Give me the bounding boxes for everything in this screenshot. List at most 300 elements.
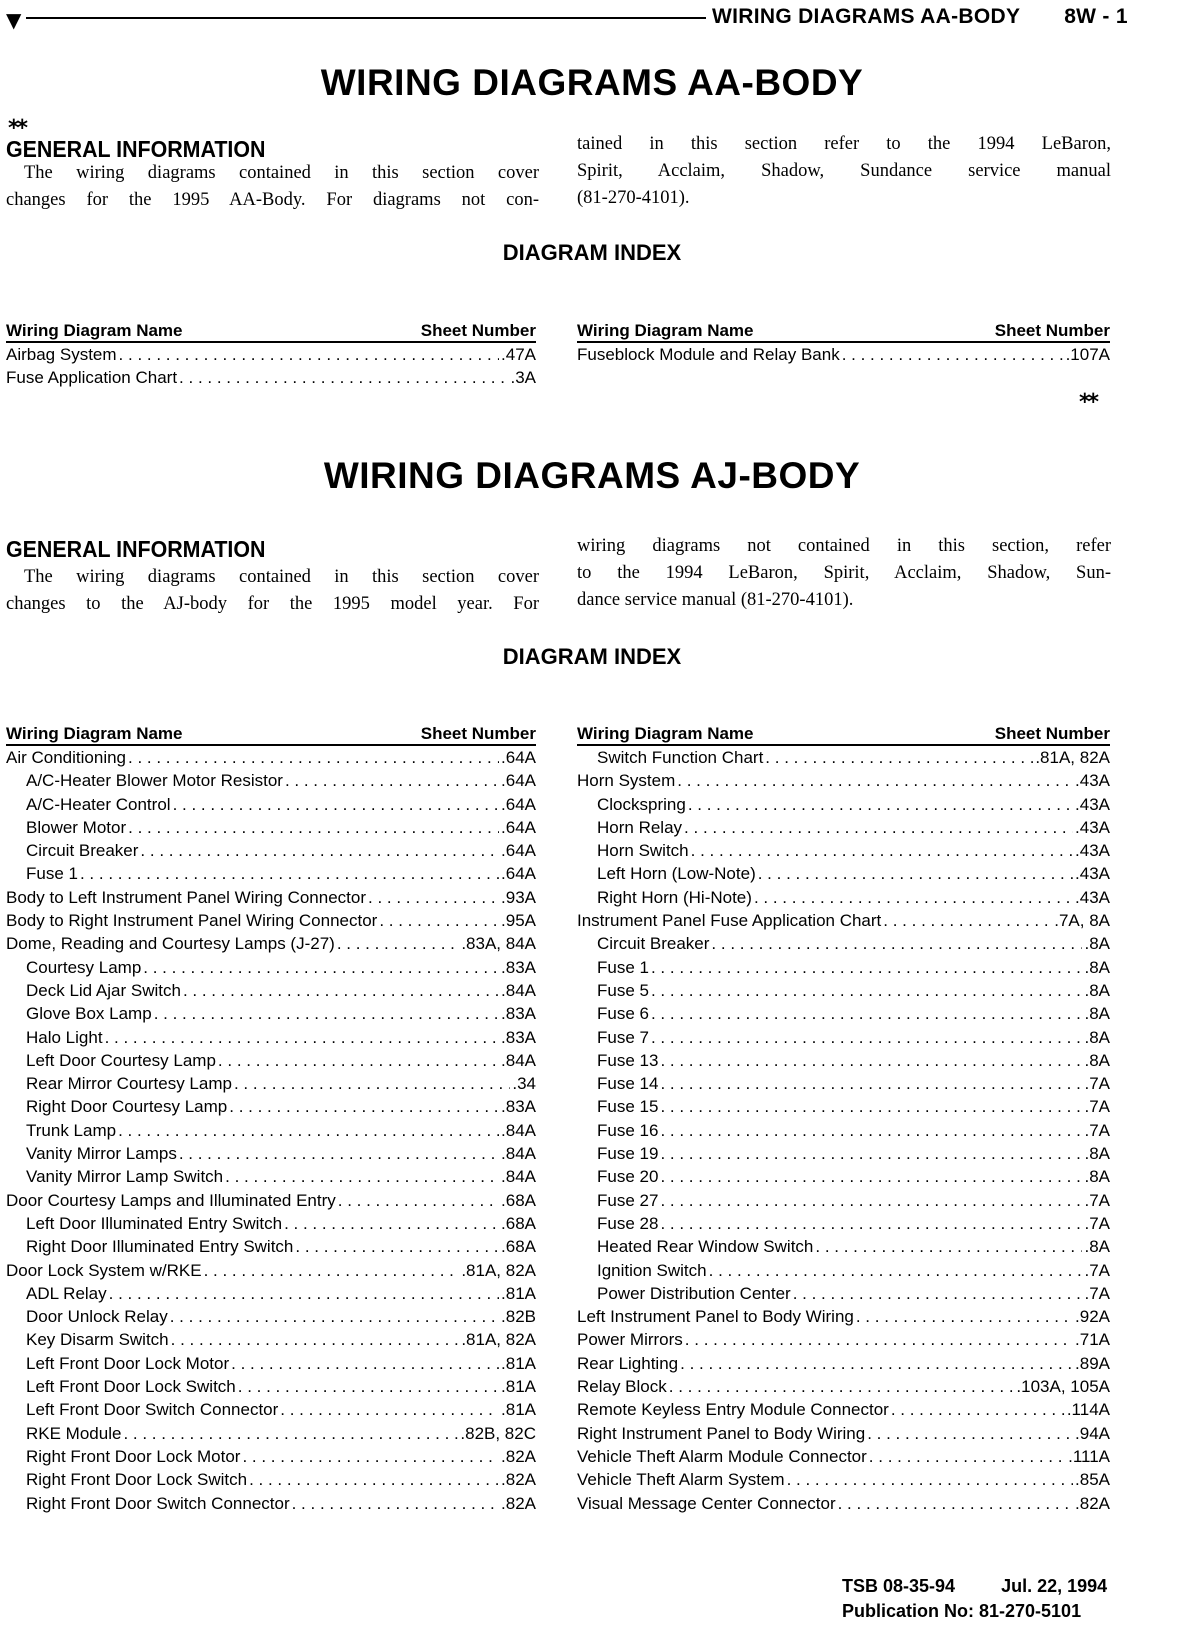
index-entry-sheet: .43A <box>1075 841 1110 861</box>
index-entry-name: Fuse 13 <box>597 1050 659 1070</box>
leader-dots <box>815 1235 1082 1258</box>
index-entry <box>577 862 1110 885</box>
index-entry-name: Left Door Courtesy Lamp <box>26 1050 216 1070</box>
leader-dots <box>173 793 499 816</box>
index-entry-sheet: .83A <box>501 1097 536 1117</box>
index-entry-sheet: .83A <box>501 1027 536 1047</box>
footer-tsb-line <box>842 1576 1107 1597</box>
leader-dots <box>109 1282 499 1305</box>
index-entry <box>577 1165 1110 1188</box>
index-entry-sheet: .81A <box>501 1283 536 1303</box>
leader-dots <box>660 1049 1082 1072</box>
leader-dots <box>891 1398 1065 1421</box>
footer-publication: Publication No: 81-270-5101 <box>842 1601 1082 1621</box>
index-entry-name: Vehicle Theft Alarm Module Connector <box>577 1446 867 1466</box>
index-entry <box>577 343 1110 366</box>
aj-index-heading: DIAGRAM INDEX <box>502 644 682 669</box>
index-entry-name: Left Front Door Switch Connector <box>26 1400 279 1420</box>
aj-gi-left <box>6 564 539 618</box>
leader-dots <box>379 909 499 932</box>
col-header-sheet: Sheet Number <box>994 724 1110 743</box>
leader-dots <box>368 886 499 909</box>
aj-right-rows <box>577 746 1110 1515</box>
index-entry <box>577 1119 1110 1142</box>
leader-dots <box>179 1142 499 1165</box>
leader-dots <box>651 956 1082 979</box>
index-entry-name: Power Distribution Center <box>597 1283 791 1303</box>
index-entry <box>577 1235 1110 1258</box>
index-entry-name: Rear Lighting <box>577 1353 679 1373</box>
index-entry-name: Power Mirrors <box>577 1330 683 1350</box>
index-entry <box>577 932 1110 955</box>
leader-dots <box>242 1445 499 1468</box>
index-entry-sheet: .81A <box>501 1377 536 1397</box>
index-entry-sheet: .8A <box>1084 1237 1110 1257</box>
index-entry-sheet: .82A <box>501 1470 536 1490</box>
leader-dots <box>684 816 1073 839</box>
index-entry <box>6 1468 536 1491</box>
index-entry-name: Airbag System <box>6 345 117 364</box>
index-entry-sheet: .3A <box>510 368 536 388</box>
aa-left-rows <box>6 343 536 390</box>
col-header-name: Wiring Diagram Name <box>6 724 183 743</box>
index-entry-sheet: .7A <box>1084 1120 1110 1140</box>
index-entry-name: A/C-Heater Control <box>26 794 171 814</box>
leader-dots <box>80 862 499 885</box>
index-entry <box>6 862 536 885</box>
index-entry-name: Door Unlock Relay <box>26 1307 168 1327</box>
index-entry-name: Right Front Door Lock Switch <box>26 1470 248 1490</box>
index-entry-sheet: .81A, 82A <box>461 1330 536 1350</box>
index-entry-sheet: .64A <box>501 771 536 791</box>
leader-dots <box>709 1259 1083 1282</box>
aa-gi-right-line-1: tained in this section refer to the 1994 LeBaron, <box>577 134 1111 154</box>
index-entry-name: Body to Right Instrument Panel Wiring Connector <box>6 911 378 931</box>
index-entry-name: Heated Rear Window Switch <box>597 1237 814 1257</box>
index-entry <box>577 1282 1110 1305</box>
leader-dots <box>105 1026 499 1049</box>
leader-dots <box>660 1072 1082 1095</box>
index-entry-sheet: .114A <box>1066 1400 1110 1420</box>
aa-title: WIRING DIAGRAMS AA-BODY <box>320 62 864 103</box>
leader-dots <box>651 1026 1082 1049</box>
index-entry-sheet: .89A <box>1075 1353 1110 1373</box>
index-entry-sheet: .92A <box>1075 1307 1110 1327</box>
leader-dots <box>128 816 499 839</box>
index-entry-sheet: .84A <box>501 1167 536 1187</box>
index-entry-name: Fuse 16 <box>597 1120 659 1140</box>
index-entry <box>577 1259 1110 1282</box>
index-entry-sheet: .94A <box>1075 1423 1110 1443</box>
aa-gi-left-line-2: changes for the 1995 AA-Body. For diagrams not con- <box>6 190 539 210</box>
header-rule <box>26 17 706 19</box>
index-entry <box>6 1305 536 1328</box>
index-entry-sheet: .83A, 84A <box>461 934 536 954</box>
running-header <box>712 5 1128 29</box>
leader-dots <box>842 343 1064 366</box>
leader-dots <box>337 932 460 955</box>
index-entry-sheet: .84A <box>501 1050 536 1070</box>
index-entry-name: Fuse 14 <box>597 1074 659 1094</box>
index-entry-name: Halo Light <box>26 1027 103 1047</box>
index-entry-name: Trunk Lamp <box>26 1120 117 1140</box>
index-entry-name: Clockspring <box>597 794 686 814</box>
leader-dots <box>231 1352 499 1375</box>
leader-dots <box>685 1328 1073 1351</box>
leader-dots <box>238 1375 499 1398</box>
index-entry-name: Door Lock System w/RKE <box>6 1260 202 1280</box>
index-entry <box>6 1165 536 1188</box>
footer-tsb: TSB 08-35-94 <box>842 1576 956 1596</box>
index-entry-name: A/C-Heater Blower Motor Resistor <box>26 771 283 791</box>
index-entry-name: Courtesy Lamp <box>26 957 142 977</box>
index-entry-sheet: .43A <box>1075 887 1110 907</box>
leader-dots <box>284 1212 499 1235</box>
aa-gi-left <box>6 160 539 214</box>
index-entry-sheet: .93A <box>501 887 536 907</box>
index-entry-sheet: .81A <box>501 1353 536 1373</box>
index-entry-name: Ignition Switch <box>597 1260 707 1280</box>
index-entry-sheet: .7A <box>1084 1283 1110 1303</box>
index-entry <box>6 839 536 862</box>
index-entry <box>577 1468 1110 1491</box>
index-entry-name: Vanity Mirror Lamp Switch <box>26 1167 224 1187</box>
index-entry <box>577 1212 1110 1235</box>
index-entry <box>577 979 1110 1002</box>
aj-right-col-header <box>577 724 1110 746</box>
leader-dots <box>234 1072 510 1095</box>
index-entry-name: Visual Message Center Connector <box>577 1493 836 1513</box>
index-entry <box>577 1492 1110 1515</box>
index-entry-sheet: .7A, 8A <box>1054 911 1110 931</box>
aa-index-heading: DIAGRAM INDEX <box>502 240 682 265</box>
index-entry-name: Left Horn (Low-Note) <box>597 864 756 884</box>
index-entry <box>577 839 1110 862</box>
col-header-name: Wiring Diagram Name <box>577 321 754 340</box>
leader-dots <box>651 1002 1082 1025</box>
leader-dots <box>118 1119 499 1142</box>
index-entry <box>6 956 536 979</box>
index-entry-name: Relay Block <box>577 1377 667 1397</box>
index-entry <box>577 1445 1110 1468</box>
index-entry-sheet: .8A <box>1084 980 1110 1000</box>
index-entry-sheet: .7A <box>1084 1074 1110 1094</box>
index-entry <box>6 1119 536 1142</box>
leader-dots <box>754 886 1073 909</box>
index-entry-name: Fuse 5 <box>597 980 649 1000</box>
col-header-sheet: Sheet Number <box>994 321 1110 340</box>
index-entry <box>6 1072 536 1095</box>
index-entry <box>6 1328 536 1351</box>
leader-dots <box>140 839 499 862</box>
index-entry-name: Fuse 6 <box>597 1004 649 1024</box>
index-entry-sheet: .7A <box>1084 1097 1110 1117</box>
index-entry-sheet: .47A <box>501 345 536 364</box>
leader-dots <box>677 769 1073 792</box>
index-entry-name: Circuit Breaker <box>597 934 710 954</box>
aa-right-rows <box>577 343 1110 366</box>
leader-dots <box>660 1212 1082 1235</box>
col-header-sheet: Sheet Number <box>420 321 536 340</box>
leader-dots <box>680 1352 1073 1375</box>
index-entry-name: Right Front Door Switch Connector <box>26 1493 290 1513</box>
leader-dots <box>249 1468 499 1491</box>
running-title: WIRING DIAGRAMS AA-BODY <box>712 5 1020 28</box>
aa-gi-right-line-2: Spirit, Acclaim, Shadow, Sundance service manual <box>577 161 1111 181</box>
leader-dots <box>787 1468 1073 1491</box>
aa-gi-left-line-1: The wiring diagrams contained in this section cover <box>24 163 539 183</box>
leader-dots <box>669 1375 1015 1398</box>
index-entry <box>6 1189 536 1212</box>
index-entry-name: Horn Relay <box>597 817 683 837</box>
index-entry-sheet: .68A <box>501 1190 536 1210</box>
index-entry-name: Fuse 27 <box>597 1190 659 1210</box>
index-entry-name: Right Front Door Lock Motor <box>26 1446 241 1466</box>
index-entry <box>6 1445 536 1468</box>
leader-dots <box>711 932 1082 955</box>
leader-dots <box>660 1095 1082 1118</box>
leader-dots <box>758 862 1073 885</box>
index-entry-sheet: .68A <box>501 1237 536 1257</box>
index-entry-name: Remote Keyless Entry Module Connector <box>577 1400 889 1420</box>
aa-stars-bottom: ** <box>1079 390 1097 415</box>
index-entry-name: Fuseblock Module and Relay Bank <box>577 345 840 364</box>
index-entry-sheet: .84A <box>501 1144 536 1164</box>
index-entry-name: Left Front Door Lock Switch <box>26 1377 236 1397</box>
index-entry <box>577 816 1110 839</box>
index-entry <box>577 1026 1110 1049</box>
index-entry-sheet: .7A <box>1084 1213 1110 1233</box>
index-entry <box>6 769 536 792</box>
index-entry-name: Fuse 28 <box>597 1213 659 1233</box>
index-entry-sheet: .7A <box>1084 1260 1110 1280</box>
index-entry-name: Instrument Panel Fuse Application Chart <box>577 911 882 931</box>
index-entry-name: Fuse 20 <box>597 1167 659 1187</box>
aa-gi-right-line-3: (81-270-4101). <box>577 188 690 208</box>
index-entry <box>6 1398 536 1421</box>
index-entry <box>6 343 536 366</box>
index-entry-sheet: .64A <box>501 864 536 884</box>
index-entry-name: Right Door Illuminated Entry Switch <box>26 1237 294 1257</box>
index-entry-name: Left Instrument Panel to Body Wiring <box>577 1307 854 1327</box>
index-entry <box>577 1095 1110 1118</box>
index-entry-name: Left Door Illuminated Entry Switch <box>26 1213 283 1233</box>
index-entry <box>6 1235 536 1258</box>
index-entry-name: Rear Mirror Courtesy Lamp <box>26 1074 232 1094</box>
leader-dots <box>225 1165 499 1188</box>
aa-gi-right <box>577 131 1111 212</box>
aj-gi-right-line-1: wiring diagrams not contained in this section, refer <box>577 536 1111 556</box>
index-entry-sheet: .83A <box>501 957 536 977</box>
leader-dots <box>170 1305 499 1328</box>
index-entry <box>6 1002 536 1025</box>
index-entry-sheet: .82A <box>1075 1493 1110 1513</box>
index-entry <box>6 1422 536 1445</box>
aj-gi-heading: GENERAL INFORMATION <box>6 536 266 562</box>
index-entry-name: Air Conditioning <box>6 748 127 767</box>
index-entry <box>6 1049 536 1072</box>
index-entry <box>577 1352 1110 1375</box>
index-entry-sheet: .8A <box>1084 934 1110 954</box>
index-entry-sheet: .82B, 82C <box>460 1423 536 1443</box>
index-entry <box>6 816 536 839</box>
aj-gi-left-line-1: The wiring diagrams contained in this section cover <box>24 567 539 587</box>
index-entry <box>6 979 536 1002</box>
aj-left-col-header <box>6 724 536 746</box>
leader-dots <box>143 956 499 979</box>
index-entry-name: Vanity Mirror Lamps <box>26 1144 177 1164</box>
index-entry-sheet: .103A, 105A <box>1016 1377 1110 1397</box>
leader-dots <box>183 979 499 1002</box>
leader-dots <box>171 1328 460 1351</box>
index-entry-sheet: .43A <box>1075 864 1110 884</box>
index-entry <box>6 366 536 389</box>
index-entry-name: Left Front Door Lock Motor <box>26 1353 230 1373</box>
leader-dots <box>280 1398 499 1421</box>
aa-stars-top: ** <box>8 116 26 141</box>
index-entry-name: Fuse 1 <box>597 957 649 977</box>
index-entry-sheet: .111A <box>1068 1446 1110 1466</box>
index-entry-name: Right Instrument Panel to Body Wiring <box>577 1423 866 1443</box>
leader-dots <box>229 1095 499 1118</box>
leader-dots <box>651 979 1082 1002</box>
leader-dots <box>838 1492 1073 1515</box>
index-entry <box>577 886 1110 909</box>
index-entry <box>6 909 536 932</box>
page-number: 8W - 1 <box>1064 5 1128 28</box>
aj-gi-left-line-2: changes to the AJ-body for the 1995 model year. For <box>6 594 539 614</box>
index-entry <box>577 1049 1110 1072</box>
leader-dots <box>691 839 1073 862</box>
index-entry-sheet: .71A <box>1075 1330 1110 1350</box>
index-entry <box>577 1422 1110 1445</box>
index-entry <box>6 1259 536 1282</box>
aj-title: WIRING DIAGRAMS AJ-BODY <box>323 455 861 496</box>
index-entry <box>577 746 1110 769</box>
index-entry-sheet: .64A <box>501 817 536 837</box>
index-entry <box>6 1095 536 1118</box>
leader-dots <box>295 1235 499 1258</box>
leader-dots <box>218 1049 499 1072</box>
index-entry-name: Glove Box Lamp <box>26 1004 152 1024</box>
leader-dots <box>867 1422 1073 1445</box>
index-entry-sheet: .107A <box>1065 345 1110 364</box>
header-arrow-icon: ▼ <box>6 8 22 32</box>
index-entry <box>577 1142 1110 1165</box>
index-entry-name: Key Disarm Switch <box>26 1330 169 1350</box>
leader-dots <box>292 1492 499 1515</box>
index-entry-name: Horn Switch <box>597 841 689 861</box>
aj-gi-right-line-3: dance service manual (81-270-4101). <box>577 590 854 610</box>
index-entry <box>577 1398 1110 1421</box>
leader-dots <box>883 909 1052 932</box>
index-entry-name: Right Horn (Hi-Note) <box>597 887 752 907</box>
index-entry-name: Fuse 15 <box>597 1097 659 1117</box>
index-entry-name: Right Door Courtesy Lamp <box>26 1097 228 1117</box>
aj-index-left <box>6 724 536 1515</box>
index-entry-sheet: .8A <box>1084 1167 1110 1187</box>
index-entry <box>6 1026 536 1049</box>
index-entry-sheet: .84A <box>501 980 536 1000</box>
index-entry-sheet: .64A <box>501 794 536 814</box>
index-entry <box>577 769 1110 792</box>
index-entry-sheet: .7A <box>1084 1190 1110 1210</box>
index-entry-sheet: .68A <box>501 1213 536 1233</box>
aa-index-left <box>6 321 536 390</box>
index-entry <box>6 1492 536 1515</box>
index-entry-sheet: .84A <box>501 1120 536 1140</box>
footer-date: Jul. 22, 1994 <box>1001 1576 1108 1596</box>
index-entry-sheet: .8A <box>1084 1144 1110 1164</box>
index-entry-name: ADL Relay <box>26 1283 107 1303</box>
index-entry <box>577 1305 1110 1328</box>
index-entry-sheet: .8A <box>1084 957 1110 977</box>
index-entry <box>577 1328 1110 1351</box>
index-entry-sheet: .95A <box>501 911 536 931</box>
index-entry-sheet: .8A <box>1084 1004 1110 1024</box>
index-entry-name: Blower Motor <box>26 817 127 837</box>
index-entry-name: Fuse 1 <box>26 864 78 884</box>
leader-dots <box>660 1142 1082 1165</box>
leader-dots <box>869 1445 1066 1468</box>
index-entry-name: Circuit Breaker <box>26 841 139 861</box>
index-entry <box>577 1002 1110 1025</box>
leader-dots <box>793 1282 1083 1305</box>
aj-gi-right-line-2: to the 1994 LeBaron, Spirit, Acclaim, Shadow, Sun- <box>577 563 1111 583</box>
index-entry-sheet: .64A <box>501 841 536 861</box>
leader-dots <box>179 366 508 389</box>
index-entry-sheet: .81A, 82A <box>461 1260 536 1280</box>
index-entry <box>577 956 1110 979</box>
index-entry <box>6 932 536 955</box>
leader-dots <box>856 1305 1073 1328</box>
index-entry <box>577 909 1110 932</box>
leader-dots <box>765 746 1033 769</box>
index-entry-sheet: .8A <box>1084 1027 1110 1047</box>
index-entry <box>6 886 536 909</box>
index-entry <box>6 1212 536 1235</box>
col-header-name: Wiring Diagram Name <box>6 321 183 340</box>
index-entry-name: Vehicle Theft Alarm System <box>577 1470 785 1490</box>
index-entry <box>577 1072 1110 1095</box>
index-entry-sheet: .34 <box>512 1074 536 1094</box>
aa-right-col-header <box>577 321 1110 343</box>
index-entry-name: Dome, Reading and Courtesy Lamps (J-27) <box>6 934 335 954</box>
index-entry <box>577 1375 1110 1398</box>
leader-dots <box>119 343 499 366</box>
index-entry <box>577 1189 1110 1212</box>
index-entry <box>6 746 536 769</box>
index-entry-name: Body to Left Instrument Panel Wiring Connector <box>6 887 367 907</box>
leader-dots <box>128 746 499 769</box>
index-entry-name: Switch Function Chart <box>597 748 764 767</box>
index-entry-sheet: .43A <box>1075 794 1110 814</box>
aj-left-rows <box>6 746 536 1515</box>
index-entry-name: Horn System <box>577 771 676 791</box>
index-entry-name: Fuse 19 <box>597 1144 659 1164</box>
index-entry-sheet: .43A <box>1075 771 1110 791</box>
aj-gi-right <box>577 533 1111 614</box>
index-entry <box>6 1142 536 1165</box>
index-entry-sheet: .82B <box>501 1307 536 1327</box>
index-entry-sheet: .81A <box>501 1400 536 1420</box>
aa-index-right <box>577 321 1110 366</box>
aa-left-col-header <box>6 321 536 343</box>
index-entry-name: Deck Lid Ajar Switch <box>26 980 181 1000</box>
index-entry-sheet: .82A <box>501 1446 536 1466</box>
index-entry-sheet: .81A, 82A <box>1035 748 1110 767</box>
leader-dots <box>204 1259 460 1282</box>
